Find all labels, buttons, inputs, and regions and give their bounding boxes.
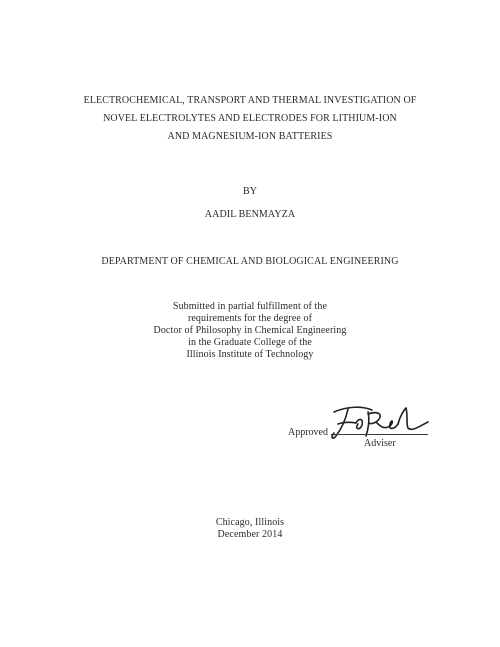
author-name: AADIL BENMAYZA: [204, 209, 296, 220]
title-line-1: ELECTROCHEMICAL, TRANSPORT AND THERMAL INVESTIGATION OF: [83, 95, 417, 106]
adviser-label: Adviser: [364, 438, 396, 449]
title-line-2: NOVEL ELECTROLYTES AND ELECTRODES FOR LITHIUM-ION: [103, 113, 397, 124]
approved-label: Approved: [288, 427, 328, 438]
approval-block: [0, 400, 500, 460]
signature-line: [331, 434, 428, 435]
submission-line-5: Illinois Institute of Technology: [186, 349, 314, 360]
department-name: DEPARTMENT OF CHEMICAL AND BIOLOGICAL ENGINEERING: [101, 256, 399, 267]
location: Chicago, Illinois: [215, 517, 285, 528]
submission-date: December 2014: [217, 529, 283, 540]
submission-line-4: in the Graduate College of the: [188, 337, 312, 348]
submission-line-1: Submitted in partial fulfillment of the: [172, 301, 328, 312]
submission-line-2: requirements for the degree of: [187, 313, 313, 324]
by-label: BY: [242, 186, 258, 197]
title-line-3: AND MAGNESIUM-ION BATTERIES: [167, 131, 333, 142]
submission-line-3: Doctor of Philosophy in Chemical Engineering: [153, 325, 347, 336]
adviser-signature: [328, 402, 432, 442]
